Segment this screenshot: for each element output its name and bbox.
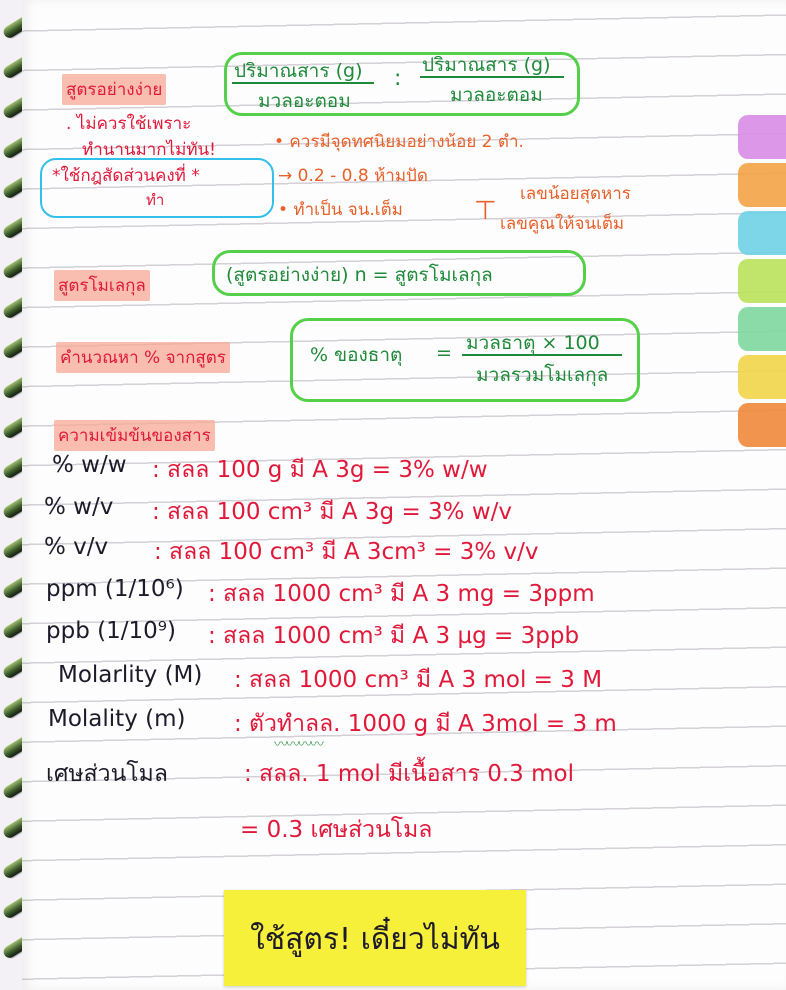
concentration-example: : สลล 100 g มี A 3g = 3% w/w	[152, 457, 488, 483]
notebook-page	[22, 0, 786, 990]
heading-simple-formula: สูตรอย่างง่าย	[62, 74, 166, 105]
index-tab[interactable]	[738, 307, 786, 351]
concentration-example: : สลล 100 cm³ มี A 3cm³ = 3% v/v	[154, 539, 539, 565]
step-no-round: → 0.2 - 0.8 ห้ามปัด	[278, 166, 428, 186]
concentration-label: % w/v	[44, 494, 114, 520]
sticky-note-text: ใช้สูตร! เดี๋ยวไม่ทัน	[250, 922, 500, 957]
percent-denominator: มวลรวมโมเลกุล	[476, 364, 609, 386]
concentration-label: ppb (1/10⁹)	[46, 618, 176, 644]
concentration-label: Molality (m)	[48, 706, 186, 732]
concentration-label: เศษส่วนโมล	[46, 761, 168, 787]
index-tab[interactable]	[738, 211, 786, 255]
concentration-label: Molarlity (M)	[58, 662, 203, 688]
sticky-note	[224, 890, 526, 986]
ratio-sign: :	[394, 66, 402, 91]
bracket-mark: ⊤	[474, 196, 497, 226]
wavy-underline: 〰〰〰〰	[274, 737, 322, 753]
tip-box-text-2: ทำ	[146, 191, 165, 209]
index-tab[interactable]	[738, 403, 786, 447]
percent-numerator: มวลธาตุ × 100	[466, 332, 600, 354]
mole-fraction-result: = 0.3 เศษส่วนโมล	[240, 817, 433, 843]
index-tabs	[726, 115, 786, 455]
percent-left: % ของธาตุ	[310, 344, 403, 366]
concentration-label: % v/v	[44, 534, 109, 560]
concentration-example: : สลล. 1 mol มีเนื้อสาร 0.3 mol	[244, 761, 574, 787]
concentration-example: : สลล 1000 cm³ มี A 3 mg = 3ppm	[208, 581, 595, 607]
step-multiply-whole: เลขคูณให้จนเต็ม	[500, 214, 625, 234]
fraction-line-1	[232, 82, 374, 84]
heading-molecular-formula: สูตรโมเลกุล	[54, 270, 150, 301]
concentration-example: : ตัวทำลล. 1000 g มี A 3mol = 3 m	[234, 711, 617, 737]
numerator-2: ปริมาณสาร (g)	[422, 54, 551, 76]
tip-box-text: *ใช้กฎสัดส่วนคงที่ *	[52, 166, 200, 186]
denominator-2: มวลอะตอม	[450, 84, 543, 106]
index-tab[interactable]	[738, 163, 786, 207]
heading-percent-from-formula: คำนวณหา % จากสูตร	[56, 342, 230, 373]
step-divide-smallest: เลขน้อยสุดหาร	[520, 184, 631, 204]
denominator-1: มวลอะตอม	[258, 90, 351, 112]
concentration-example: : สลล 1000 cm³ มี A 3 µg = 3ppb	[208, 623, 580, 649]
index-tab[interactable]	[738, 355, 786, 399]
note-not-recommended: . ไม่ควรใช้เพราะ	[66, 114, 192, 134]
step-whole-number: • ทำเป็น จน.เต็ม	[278, 200, 403, 220]
concentration-example: : สลล 100 cm³ มี A 3g = 3% w/v	[152, 499, 513, 525]
concentration-label: ppm (1/10⁶)	[46, 576, 184, 602]
step-decimal: • ควรมีจุดทศนิยมอย่างน้อย 2 ตำ.	[274, 132, 524, 152]
concentration-label: % w/w	[52, 452, 127, 478]
fraction-line-percent	[462, 354, 622, 356]
molecular-formula-text: (สูตรอย่างง่าย) n = สูตรโมเลกุล	[226, 264, 493, 286]
note-takes-too-long: ทำนานมากไม่ทัน!	[82, 140, 216, 160]
heading-concentration: ความเข้มข้นของสาร	[54, 420, 215, 451]
concentration-example: : สลล 1000 cm³ มี A 3 mol = 3 M	[234, 667, 603, 693]
percent-equals: =	[436, 342, 452, 364]
numerator-1: ปริมาณสาร (g)	[234, 60, 363, 82]
index-tab[interactable]	[738, 115, 786, 159]
fraction-line-2	[420, 76, 564, 78]
index-tab[interactable]	[738, 259, 786, 303]
